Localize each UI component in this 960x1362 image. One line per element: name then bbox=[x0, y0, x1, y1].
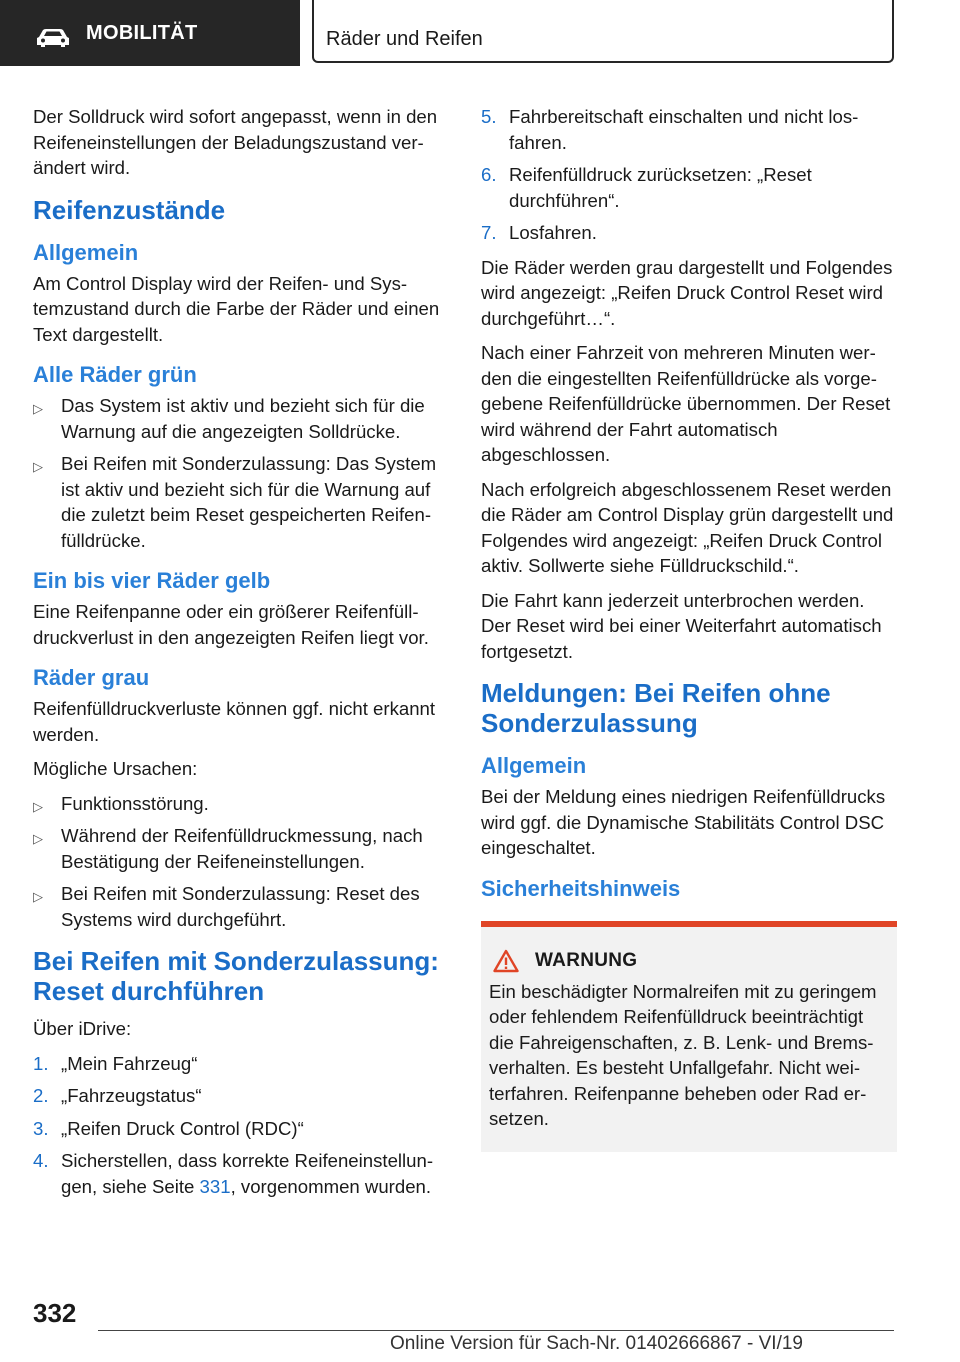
chapter-box bbox=[312, 0, 894, 63]
section-tab bbox=[0, 0, 300, 66]
bullet-triangle-icon: ▷ bbox=[33, 889, 43, 904]
list-item-text: Das System ist aktiv und bezieht sich für die Warnung auf die angezeigten Solldrücke. bbox=[61, 395, 425, 442]
warning-title bbox=[489, 949, 889, 973]
page-reference-link[interactable]: 331 bbox=[199, 1175, 231, 1197]
step-item bbox=[33, 1116, 449, 1142]
paragraph-reset-duration: Nach einer Fahrzeit von mehreren Minuten werden die eingestellten Reifenfülldrücke als vorgegebene Reifenfülldrücke übernommen. Der Reset wird während der Fahrt automatisch abgeschlossen. bbox=[481, 342, 891, 465]
idrive-label: Über iDrive: bbox=[33, 1018, 132, 1039]
grau-paragraph: Reifenfülldruckverluste können ggf. nicht erkannt werden. bbox=[33, 698, 436, 745]
bullet-triangle-icon: ▷ bbox=[33, 459, 43, 474]
step-number: 5. bbox=[481, 106, 497, 127]
step-text-suffix: , vorgenommen wurden. bbox=[230, 1175, 432, 1197]
heading-allgemein-meldungen: Allgemein bbox=[481, 753, 587, 778]
ursachen-label: Mögliche Ursachen: bbox=[33, 758, 198, 779]
step-item bbox=[33, 1148, 449, 1199]
step-item bbox=[481, 104, 897, 155]
warning-text: Ein beschädigter Normalreifen mit zu geringem oder fehlendem Reifenfülldruck beeinträchtigt die Fahreigenschaften, z. B. Lenk- und Bremsverhalten. Es besteht Unfallgefahr. Nicht weiterfahren. Reifenpanne beheben oder Rad ersetzen. bbox=[489, 980, 877, 1129]
page-number: 332 bbox=[33, 1298, 77, 1328]
right-column bbox=[481, 104, 897, 1152]
footer-divider bbox=[98, 1330, 894, 1331]
heading-allgemein: Allgemein bbox=[33, 239, 139, 265]
allgemein-paragraph: Am Control Display wird der Reifen- und Systemzustand durch die Farbe der Räder und einen Text dargestellt. bbox=[33, 272, 440, 345]
step-text: Sicherstellen, dass korrekte Reifeneinstellungen, siehe Seite bbox=[61, 1150, 434, 1197]
heading-sicherheitshinweis: Sicherheitshinweis bbox=[481, 875, 681, 901]
warning-label: WARNUNG bbox=[535, 949, 638, 971]
list-item bbox=[33, 881, 449, 932]
step-number: 4. bbox=[33, 1150, 49, 1171]
step-item bbox=[481, 220, 897, 246]
step-number: 2. bbox=[33, 1085, 49, 1106]
bullet-triangle-icon: ▷ bbox=[33, 831, 43, 846]
heading-alle-raeder-gruen: Alle Räder grün bbox=[33, 362, 197, 387]
left-column bbox=[33, 104, 449, 1208]
step-item bbox=[33, 1051, 449, 1077]
intro-paragraph: Der Solldruck wird sofort angepasst, wenn in den Reifeneinstellungen der Beladungszustand verändert wird. bbox=[33, 106, 438, 178]
step-text: Losfahren. bbox=[509, 222, 597, 243]
gelb-paragraph: Eine Reifenpanne oder ein größerer Reifenfülldruckverlust in den angezeigten Reifen liegt vor. bbox=[33, 601, 429, 648]
list-item-text: Funktionsstörung. bbox=[61, 792, 209, 814]
heading-meldungen: Meldungen: Bei Reifen ohne Sonderzulassung bbox=[481, 678, 831, 738]
step-number: 7. bbox=[481, 222, 497, 243]
warning-box bbox=[481, 921, 897, 1152]
step-text: „Reifen Druck Control (RDC)“ bbox=[61, 1117, 304, 1139]
step-number: 6. bbox=[481, 164, 497, 185]
heading-raeder-gelb: Ein bis vier Räder gelb bbox=[33, 568, 271, 593]
bullet-triangle-icon: ▷ bbox=[33, 401, 43, 416]
footer-text: Online Version für Sach-Nr. 01402666867 - VI/19 bbox=[390, 1333, 803, 1354]
section-label: MOBILITÄT bbox=[86, 22, 198, 44]
list-item-text: Bei Reifen mit Sonderzulassung: Reset des Systems wird durchgeführt. bbox=[61, 883, 420, 930]
warning-triangle-icon bbox=[493, 949, 519, 973]
car-icon bbox=[36, 28, 70, 48]
grau-list bbox=[33, 791, 449, 933]
allgemein-meldungen-paragraph: Bei der Meldung eines niedrigen Reifenfülldrucks wird ggf. die Dynamische Stabilitäts Control DSC eingeschaltet. bbox=[481, 786, 886, 858]
paragraph-reset-interrupt: Die Fahrt kann jederzeit unterbrochen werden. Der Reset wird bei einer Weiterfahrt automatisch fortgesetzt. bbox=[481, 589, 882, 662]
bullet-triangle-icon: ▷ bbox=[33, 798, 43, 814]
list-item bbox=[33, 393, 449, 444]
reset-steps-list bbox=[33, 1051, 449, 1200]
reset-steps-list-continued bbox=[481, 104, 897, 246]
paragraph-reset-display: Die Räder werden grau dargestellt und Folgendes wird angezeigt: „Reifen Druck Control Reset wird durchgeführt…“. bbox=[481, 256, 893, 329]
list-item-text: Bei Reifen mit Sonderzulassung: Das System ist aktiv und bezieht sich für die Warnung auf die zuletzt beim Reset gespeicherten Reifenfülldrücke. bbox=[61, 453, 437, 551]
paragraph-reset-complete: Nach erfolgreich abgeschlossenem Reset werden die Räder am Control Display grün dargestellt und Folgendes wird angezeigt: „Reifen Druck Control aktiv. Sollwerte siehe Fülldruckschild.“. bbox=[481, 478, 894, 576]
heading-raeder-grau: Räder grau bbox=[33, 665, 150, 690]
step-item bbox=[33, 1083, 449, 1109]
heading-reset-durchfuehren: Bei Reifen mit Sonderzulassung: Reset durchführen bbox=[33, 946, 439, 1006]
list-item bbox=[33, 451, 449, 553]
chapter-title: Räder und Reifen bbox=[326, 28, 483, 50]
step-text: „Fahrzeugstatus“ bbox=[61, 1085, 202, 1106]
heading-reifenzustaende: Reifenzustände bbox=[33, 194, 226, 225]
step-item bbox=[481, 162, 897, 213]
step-number: 1. bbox=[33, 1052, 49, 1074]
step-text: „Mein Fahrzeug“ bbox=[61, 1052, 198, 1074]
step-text: Reifenfülldruck zurücksetzen: „Reset durchführen“. bbox=[509, 164, 812, 211]
list-item bbox=[33, 791, 449, 817]
list-item-text: Während der Reifenfülldruckmessung, nach Bestätigung der Reifeneinstellungen. bbox=[61, 825, 423, 872]
step-text: Fahrbereitschaft einschalten und nicht losfahren. bbox=[509, 106, 859, 153]
step-number: 3. bbox=[33, 1117, 49, 1139]
gruen-list bbox=[33, 393, 449, 553]
list-item bbox=[33, 823, 449, 874]
page-header bbox=[0, 0, 960, 66]
